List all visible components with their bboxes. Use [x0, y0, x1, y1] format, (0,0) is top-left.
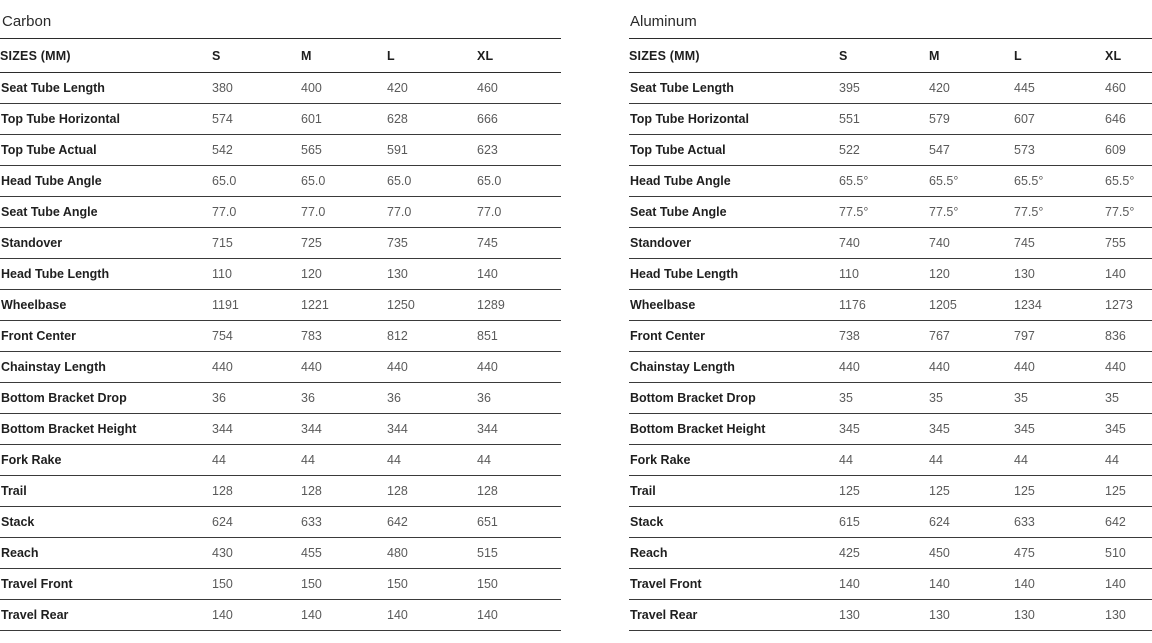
table-row [629, 73, 1152, 104]
table-row [629, 228, 1152, 259]
row-value: 344 [301, 414, 387, 445]
row-value: 755 [1105, 228, 1152, 259]
row-label: Head Tube Length [0, 259, 212, 290]
row-value: 128 [477, 476, 561, 507]
row-value: 836 [1105, 321, 1152, 352]
row-label: Bottom Bracket Drop [0, 383, 212, 414]
row-value: 77.0 [212, 197, 301, 228]
row-label: Seat Tube Length [0, 73, 212, 104]
row-value: 36 [212, 383, 301, 414]
row-value: 77.0 [477, 197, 561, 228]
row-value: 110 [839, 259, 929, 290]
row-label: Travel Front [0, 569, 212, 600]
row-value: 475 [1014, 538, 1105, 569]
row-label: Top Tube Horizontal [629, 104, 839, 135]
row-value: 624 [929, 507, 1014, 538]
row-value: 440 [301, 352, 387, 383]
row-value: 1176 [839, 290, 929, 321]
row-value: 797 [1014, 321, 1105, 352]
row-value: 130 [1105, 600, 1152, 631]
row-value: 551 [839, 104, 929, 135]
row-value: 1205 [929, 290, 1014, 321]
row-value: 430 [212, 538, 301, 569]
row-label: Top Tube Actual [0, 135, 212, 166]
row-value: 440 [1105, 352, 1152, 383]
row-value: 460 [477, 73, 561, 104]
row-value: 542 [212, 135, 301, 166]
row-label: Standover [629, 228, 839, 259]
row-value: 120 [301, 259, 387, 290]
table-row [629, 352, 1152, 383]
table-row [629, 290, 1152, 321]
row-value: 740 [839, 228, 929, 259]
row-value: 36 [477, 383, 561, 414]
row-label: Head Tube Length [629, 259, 839, 290]
row-value: 130 [1014, 259, 1105, 290]
row-value: 130 [839, 600, 929, 631]
column-header-size-xl: XL [477, 39, 561, 73]
table-row [629, 538, 1152, 569]
carbon-geometry-panel [0, 0, 561, 631]
row-label: Travel Front [629, 569, 839, 600]
row-label: Seat Tube Length [629, 73, 839, 104]
row-value: 140 [1105, 569, 1152, 600]
row-value: 35 [1105, 383, 1152, 414]
table-header-row [629, 39, 1152, 73]
row-value: 44 [301, 445, 387, 476]
row-value: 725 [301, 228, 387, 259]
row-label: Fork Rake [0, 445, 212, 476]
row-label: Fork Rake [629, 445, 839, 476]
row-value: 130 [387, 259, 477, 290]
row-value: 35 [929, 383, 1014, 414]
row-value: 445 [1014, 73, 1105, 104]
row-value: 607 [1014, 104, 1105, 135]
row-value: 1191 [212, 290, 301, 321]
row-value: 579 [929, 104, 1014, 135]
row-value: 65.0 [387, 166, 477, 197]
row-label: Trail [0, 476, 212, 507]
row-value: 574 [212, 104, 301, 135]
table-row [0, 321, 561, 352]
row-value: 745 [1014, 228, 1105, 259]
row-value: 642 [1105, 507, 1152, 538]
row-value: 1234 [1014, 290, 1105, 321]
row-value: 140 [929, 569, 1014, 600]
row-value: 44 [839, 445, 929, 476]
row-value: 140 [477, 259, 561, 290]
row-value: 767 [929, 321, 1014, 352]
carbon-table-header [0, 39, 561, 73]
table-row [0, 197, 561, 228]
row-value: 609 [1105, 135, 1152, 166]
column-header-size-s: S [212, 39, 301, 73]
row-value: 35 [839, 383, 929, 414]
row-value: 125 [929, 476, 1014, 507]
row-value: 522 [839, 135, 929, 166]
row-label: Top Tube Actual [629, 135, 839, 166]
row-value: 735 [387, 228, 477, 259]
row-value: 130 [1014, 600, 1105, 631]
row-value: 1289 [477, 290, 561, 321]
row-value: 450 [929, 538, 1014, 569]
row-value: 425 [839, 538, 929, 569]
row-value: 140 [1105, 259, 1152, 290]
row-value: 344 [387, 414, 477, 445]
row-value: 601 [301, 104, 387, 135]
row-value: 440 [839, 352, 929, 383]
table-row [0, 228, 561, 259]
row-value: 745 [477, 228, 561, 259]
column-header-size-l: L [387, 39, 477, 73]
row-value: 666 [477, 104, 561, 135]
row-label: Travel Rear [629, 600, 839, 631]
row-label: Bottom Bracket Height [0, 414, 212, 445]
row-value: 715 [212, 228, 301, 259]
table-row [0, 445, 561, 476]
row-value: 77.5° [929, 197, 1014, 228]
column-header-size-s: S [839, 39, 929, 73]
row-value: 1273 [1105, 290, 1152, 321]
row-value: 77.0 [387, 197, 477, 228]
row-value: 44 [1014, 445, 1105, 476]
row-value: 140 [1014, 569, 1105, 600]
row-value: 65.0 [477, 166, 561, 197]
table-row [0, 166, 561, 197]
row-value: 120 [929, 259, 1014, 290]
row-value: 740 [929, 228, 1014, 259]
carbon-title: Carbon [0, 0, 561, 39]
table-row [629, 383, 1152, 414]
row-value: 633 [301, 507, 387, 538]
table-row [0, 507, 561, 538]
row-value: 420 [929, 73, 1014, 104]
row-label: Head Tube Angle [0, 166, 212, 197]
row-label: Front Center [629, 321, 839, 352]
row-label: Bottom Bracket Height [629, 414, 839, 445]
row-value: 77.0 [301, 197, 387, 228]
table-row [0, 290, 561, 321]
row-label: Standover [0, 228, 212, 259]
table-row [0, 414, 561, 445]
table-header-row [0, 39, 561, 73]
table-row [629, 569, 1152, 600]
row-value: 440 [387, 352, 477, 383]
table-row [0, 538, 561, 569]
row-value: 1250 [387, 290, 477, 321]
row-value: 65.5° [1105, 166, 1152, 197]
row-value: 65.5° [839, 166, 929, 197]
row-value: 150 [301, 569, 387, 600]
table-row [0, 73, 561, 104]
row-value: 344 [477, 414, 561, 445]
column-header-size-xl: XL [1105, 39, 1152, 73]
row-value: 44 [387, 445, 477, 476]
row-value: 812 [387, 321, 477, 352]
row-value: 44 [1105, 445, 1152, 476]
column-header-size-m: M [301, 39, 387, 73]
table-row [629, 259, 1152, 290]
row-value: 345 [839, 414, 929, 445]
row-value: 77.5° [839, 197, 929, 228]
row-label: Bottom Bracket Drop [629, 383, 839, 414]
row-value: 140 [301, 600, 387, 631]
row-value: 547 [929, 135, 1014, 166]
row-value: 400 [301, 73, 387, 104]
row-label: Wheelbase [629, 290, 839, 321]
row-value: 1221 [301, 290, 387, 321]
table-row [629, 600, 1152, 631]
row-value: 633 [1014, 507, 1105, 538]
row-value: 140 [387, 600, 477, 631]
row-label: Seat Tube Angle [629, 197, 839, 228]
table-row [629, 445, 1152, 476]
table-row [629, 414, 1152, 445]
row-value: 140 [839, 569, 929, 600]
table-row [629, 507, 1152, 538]
row-value: 44 [477, 445, 561, 476]
row-value: 140 [212, 600, 301, 631]
row-value: 150 [387, 569, 477, 600]
row-label: Reach [0, 538, 212, 569]
row-value: 35 [1014, 383, 1105, 414]
row-value: 36 [387, 383, 477, 414]
row-value: 615 [839, 507, 929, 538]
row-value: 77.5° [1105, 197, 1152, 228]
row-value: 395 [839, 73, 929, 104]
column-header-size-l: L [1014, 39, 1105, 73]
row-value: 150 [212, 569, 301, 600]
column-header-sizes: SIZES (MM) [629, 39, 839, 73]
row-label: Stack [629, 507, 839, 538]
row-value: 460 [1105, 73, 1152, 104]
row-value: 455 [301, 538, 387, 569]
row-value: 565 [301, 135, 387, 166]
table-row [629, 476, 1152, 507]
row-value: 140 [477, 600, 561, 631]
row-label: Trail [629, 476, 839, 507]
row-label: Seat Tube Angle [0, 197, 212, 228]
aluminum-geometry-table [629, 39, 1152, 631]
table-row [0, 104, 561, 135]
row-value: 510 [1105, 538, 1152, 569]
column-header-sizes: SIZES (MM) [0, 39, 212, 73]
table-row [0, 352, 561, 383]
table-row [0, 476, 561, 507]
row-value: 628 [387, 104, 477, 135]
aluminum-table-header [629, 39, 1152, 73]
row-value: 623 [477, 135, 561, 166]
row-value: 36 [301, 383, 387, 414]
row-label: Head Tube Angle [629, 166, 839, 197]
row-value: 128 [212, 476, 301, 507]
row-value: 573 [1014, 135, 1105, 166]
carbon-table-body [0, 73, 561, 631]
row-value: 591 [387, 135, 477, 166]
carbon-geometry-table [0, 39, 561, 631]
row-label: Chainstay Length [0, 352, 212, 383]
row-label: Front Center [0, 321, 212, 352]
row-value: 130 [929, 600, 1014, 631]
column-header-size-m: M [929, 39, 1014, 73]
row-value: 345 [1014, 414, 1105, 445]
table-row [0, 383, 561, 414]
row-value: 651 [477, 507, 561, 538]
row-label: Stack [0, 507, 212, 538]
row-value: 345 [1105, 414, 1152, 445]
row-label: Top Tube Horizontal [0, 104, 212, 135]
row-value: 440 [477, 352, 561, 383]
row-value: 480 [387, 538, 477, 569]
aluminum-table-body [629, 73, 1152, 631]
table-row [629, 104, 1152, 135]
table-row [629, 197, 1152, 228]
row-value: 738 [839, 321, 929, 352]
row-value: 345 [929, 414, 1014, 445]
row-value: 783 [301, 321, 387, 352]
table-row [0, 600, 561, 631]
row-value: 110 [212, 259, 301, 290]
table-row [0, 135, 561, 166]
aluminum-geometry-panel [629, 0, 1152, 631]
row-value: 420 [387, 73, 477, 104]
aluminum-title: Aluminum [629, 0, 1152, 39]
row-value: 125 [839, 476, 929, 507]
table-row [629, 166, 1152, 197]
row-value: 440 [1014, 352, 1105, 383]
row-value: 754 [212, 321, 301, 352]
row-value: 380 [212, 73, 301, 104]
row-label: Travel Rear [0, 600, 212, 631]
row-value: 128 [301, 476, 387, 507]
row-value: 125 [1105, 476, 1152, 507]
row-value: 624 [212, 507, 301, 538]
table-row [0, 569, 561, 600]
row-value: 344 [212, 414, 301, 445]
row-value: 125 [1014, 476, 1105, 507]
table-row [629, 321, 1152, 352]
row-value: 44 [212, 445, 301, 476]
row-value: 65.5° [1014, 166, 1105, 197]
row-label: Reach [629, 538, 839, 569]
row-value: 65.5° [929, 166, 1014, 197]
row-value: 440 [929, 352, 1014, 383]
row-value: 77.5° [1014, 197, 1105, 228]
row-label: Wheelbase [0, 290, 212, 321]
row-value: 646 [1105, 104, 1152, 135]
row-value: 128 [387, 476, 477, 507]
row-value: 150 [477, 569, 561, 600]
row-value: 440 [212, 352, 301, 383]
row-value: 642 [387, 507, 477, 538]
row-value: 44 [929, 445, 1014, 476]
row-label: Chainstay Length [629, 352, 839, 383]
row-value: 65.0 [212, 166, 301, 197]
row-value: 851 [477, 321, 561, 352]
row-value: 65.0 [301, 166, 387, 197]
table-row [629, 135, 1152, 166]
table-row [0, 259, 561, 290]
row-value: 515 [477, 538, 561, 569]
